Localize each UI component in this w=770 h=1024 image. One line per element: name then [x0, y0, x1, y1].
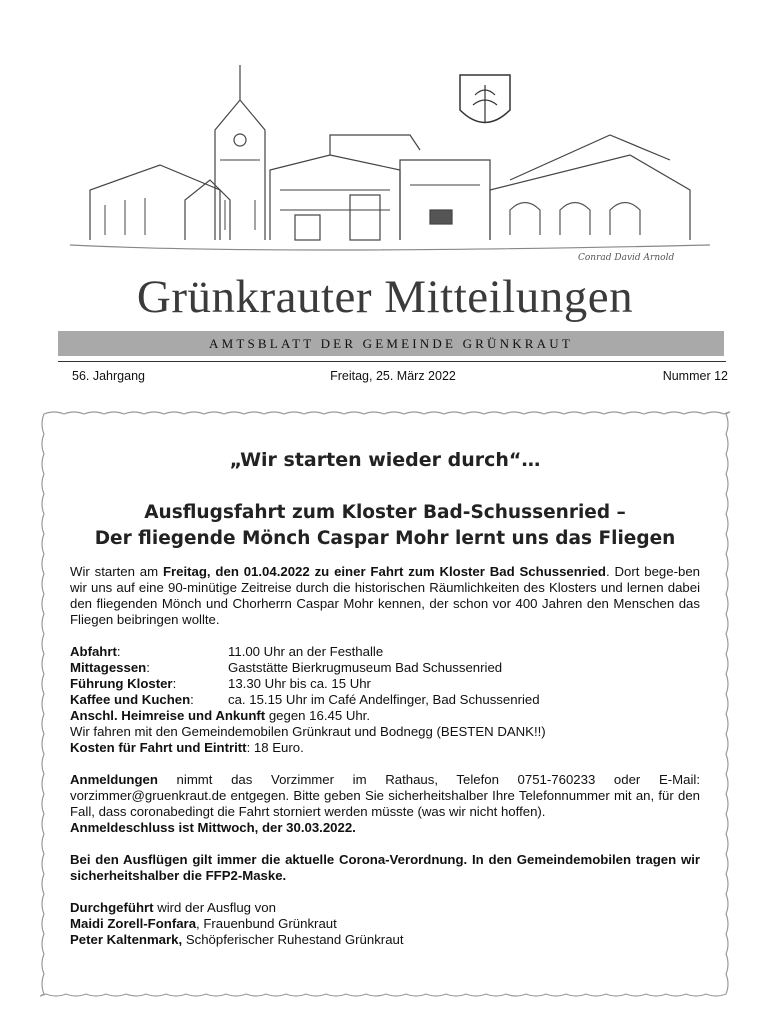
organizer-label: Durchgeführt — [70, 900, 154, 915]
intro-text: Wir starten am — [70, 564, 163, 579]
schedule-key: Abfahrt — [70, 644, 117, 659]
registration-label: Anmeldungen — [70, 772, 158, 787]
cost-line — [70, 740, 700, 756]
schedule-key: Kaffee und Kuchen — [70, 692, 191, 707]
corona-text: Bei den Ausflügen gilt immer die aktuelle Corona-Verordnung. In den Gemeindemobilen tragen wir sicherheitshalber die FFP2-Maske. — [70, 852, 700, 883]
schedule-row — [70, 676, 700, 692]
article-headline — [70, 500, 700, 552]
issue-number: Nummer 12 — [662, 369, 728, 383]
masthead-title: Grünkrauter Mitteilungen — [136, 271, 634, 323]
schedule-row — [70, 692, 700, 708]
intro-paragraph — [70, 564, 700, 628]
schedule-sep: : — [116, 644, 121, 659]
schedule-value: 11.00 Uhr an der Festhalle — [228, 644, 384, 659]
schedule-row — [70, 644, 700, 660]
cost-value: : 18 Euro. — [246, 740, 304, 755]
header-divider — [58, 361, 726, 362]
transport-line: Wir fahren mit den Gemeindemobilen Grünkraut und Bodnegg (BESTEN DANK!!) — [70, 724, 546, 739]
schedule-value: Gaststätte Bierkrugmuseum Bad Schussenried — [228, 660, 503, 675]
schedule-value: 13.30 Uhr bis ca. 15 Uhr — [228, 676, 371, 691]
schedule-key: Mittagessen — [70, 660, 147, 675]
masthead-subtitle: AMTSBLATT DER GEMEINDE GRÜNKRAUT — [58, 331, 724, 356]
registration-paragraph — [70, 772, 700, 836]
schedule-sep: : — [172, 676, 177, 691]
schedule-value: ca. 15.15 Uhr im Café Andelfinger, Bad Schussenried — [228, 692, 540, 707]
organizer-2-name: Peter Kaltenmark, — [70, 932, 183, 947]
intro-highlight: Freitag, den 01.04.2022 zu einer Fahrt zum Kloster Bad Schussenried — [162, 564, 606, 579]
headline-line-1: Ausflugsfahrt zum Kloster Bad-Schussenried – — [144, 502, 626, 523]
article — [70, 449, 701, 948]
issue-volume: 56. Jahrgang — [72, 369, 145, 383]
issue-info-row — [58, 369, 728, 385]
artist-signature: Conrad David Arnold — [578, 253, 675, 263]
return-label: Anschl. Heimreise und Ankunft — [70, 708, 266, 723]
intro-text-rest: . Dort bege-ben wir uns auf eine 90-minütige Zeitreise durch die historischen Räumlichkeiten des Klosters und lernen dabei den fliegenden Mönch und Chorherrn Caspar Mohr kennen, der schon vor 400 Jahren den Menschen das Fliegen beibringen wollte. — [70, 564, 701, 627]
return-line — [70, 708, 700, 724]
organizers — [70, 900, 700, 948]
return-time: gegen 16.45 Uhr. — [265, 708, 371, 723]
organizer-2 — [70, 932, 700, 948]
cost-label: Kosten für Fahrt und Eintritt — [70, 740, 247, 755]
schedule — [70, 644, 700, 756]
organizer-1-name: Maidi Zorell-Fonfara — [70, 916, 197, 931]
headline-line-2: Der fliegende Mönch Caspar Mohr lernt uns das Fliegen — [94, 528, 676, 549]
organizer-text: wird der Ausflug von — [153, 900, 276, 915]
article-tagline: „Wir starten wieder durch“… — [229, 449, 541, 471]
organizer-2-affiliation: Schöpferischer Ruhestand Grünkraut — [182, 932, 404, 947]
schedule-sep: : — [190, 692, 194, 707]
corona-notice — [70, 852, 700, 884]
registration-text: nimmt das Vorzimmer im Rathaus, Telefon 0751-760233 oder E-Mail: vorzimmer@gruenkraut.de entgegen. Bitte geben Sie sicherheitshalber Ihre Telefonnummer mit an, für den Fall, dass coronabedingt die Fahrt storniert werden müsste (was wir nicht hoffen). — [70, 772, 700, 819]
schedule-sep: : — [146, 660, 150, 675]
organizer-1-affiliation: , Frauenbund Grünkraut — [196, 916, 337, 931]
organizer-intro — [70, 900, 700, 916]
organizer-1 — [70, 916, 700, 932]
registration-deadline: Anmeldeschluss ist Mittwoch, der 30.03.2022. — [70, 820, 356, 835]
schedule-row — [70, 660, 700, 676]
masthead-illustration — [70, 60, 710, 280]
issue-date: Freitag, 25. März 2022 — [330, 369, 456, 383]
schedule-key: Führung Kloster — [70, 676, 173, 691]
